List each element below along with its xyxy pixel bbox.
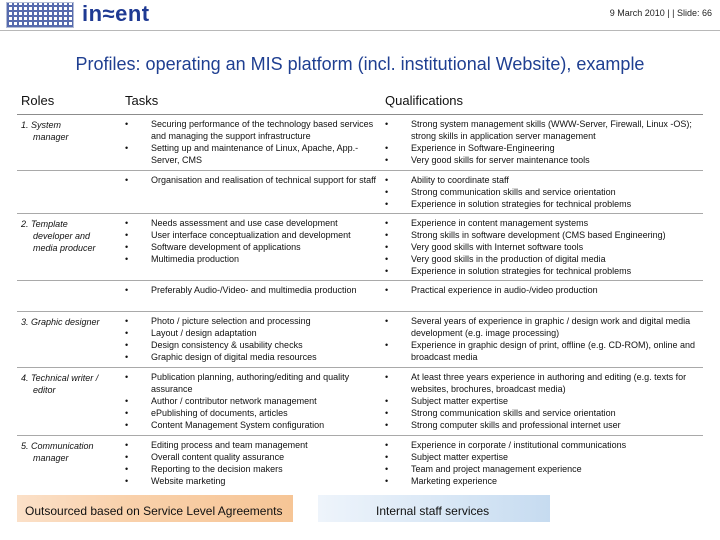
list-item: • Preferably Audio-/Video- and multimedia production xyxy=(125,285,357,295)
list-item: • Subject matter expertise xyxy=(385,396,509,406)
table-row xyxy=(17,368,703,436)
list-item: • Reporting to the decision makers xyxy=(125,464,283,474)
role-cell xyxy=(21,119,113,143)
list-item: • Website marketing xyxy=(125,476,226,486)
list-item: • Content Management System configuration xyxy=(125,420,325,430)
header-qualifications: Qualifications xyxy=(385,93,464,108)
qualifications-cell xyxy=(385,118,701,166)
list-item: • Experience in graphic design of print, offline (e.g. CD-ROM), online and broadcast media xyxy=(385,340,695,362)
qualifications-cell xyxy=(385,439,701,487)
list-item: • Very good skills for server maintenance tools xyxy=(385,155,590,165)
table-row xyxy=(17,312,703,368)
tasks-cell xyxy=(125,371,381,431)
invent-logo xyxy=(6,2,150,28)
list-item: • Securing performance of the technology based services and managing the support infrastructure xyxy=(125,119,374,141)
role-cell xyxy=(21,440,113,464)
list-item: • Strong communication skills and service orientation xyxy=(385,408,616,418)
tasks-cell xyxy=(125,315,381,363)
internal-staff-label-box xyxy=(318,495,550,522)
list-item: • Multimedia production xyxy=(125,254,240,264)
qualifications-cell xyxy=(385,284,701,296)
list-item: • Experience in corporate / institutional communications xyxy=(385,440,627,450)
list-item: • Strong skills in software development (CMS based Engineering) xyxy=(385,230,666,240)
list-item: • At least three years experience in authoring and editing (e.g. texts for websites, brochures, broadcast media) xyxy=(385,372,687,394)
list-item: • Strong communication skills and service orientation xyxy=(385,187,616,197)
list-item: • Very good skills with Internet software tools xyxy=(385,242,584,252)
table-row xyxy=(17,171,703,214)
header-divider xyxy=(0,30,720,31)
list-item: • Strong computer skills and professional internet user xyxy=(385,420,621,430)
list-item: • Experience in solution strategies for technical problems xyxy=(385,199,632,209)
list-item: • Very good skills in the production of digital media xyxy=(385,254,606,264)
profiles-table xyxy=(17,89,703,490)
list-item: • Subject matter expertise xyxy=(385,452,509,462)
role-line: 5. Communication xyxy=(21,441,94,451)
role-line: editor xyxy=(33,385,56,395)
role-line: 2. Template xyxy=(21,219,68,229)
tasks-cell xyxy=(125,439,381,487)
list-item: • Layout / design adaptation xyxy=(125,328,257,338)
header-tasks: Tasks xyxy=(125,93,159,108)
table-row xyxy=(17,281,703,312)
list-item: • Experience in content management systems xyxy=(385,218,589,228)
table-header-row xyxy=(17,89,703,115)
list-item: • Author / contributor network management xyxy=(125,396,317,406)
list-item: • Experience in solution strategies for technical problems xyxy=(385,266,632,276)
role-line: media producer xyxy=(33,243,96,253)
qualifications-cell xyxy=(385,217,701,277)
logo-text: in≈ent xyxy=(82,1,150,26)
list-item: • Team and project management experience xyxy=(385,464,582,474)
table-row xyxy=(17,115,703,171)
list-item: • Photo / picture selection and processing xyxy=(125,316,311,326)
list-item: • Needs assessment and use case development xyxy=(125,218,338,228)
list-item: • Design consistency & usability checks xyxy=(125,340,303,350)
list-item: • ePublishing of documents, articles xyxy=(125,408,288,418)
tasks-cell xyxy=(125,217,381,265)
slide-date-number: 9 March 2010 | | Slide: 66 xyxy=(609,8,712,18)
list-item: • Graphic design of digital media resources xyxy=(125,352,317,362)
list-item: • Organisation and realisation of technical support for staff xyxy=(125,175,376,185)
list-item: • Publication planning, authoring/editing and quality assurance xyxy=(125,372,350,394)
outsourced-label-box xyxy=(17,495,293,522)
list-item: • Ability to coordinate staff xyxy=(385,175,509,185)
list-item: • Setting up and maintenance of Linux, Apache, App.-Server, CMS xyxy=(125,143,359,165)
role-line: developer and xyxy=(33,231,91,241)
qualifications-cell xyxy=(385,174,701,210)
table-row xyxy=(17,436,703,490)
list-item: • Practical experience in audio-/video production xyxy=(385,285,598,295)
page-title: Profiles: operating an MIS platform (incl. institutional Website), example xyxy=(75,54,645,74)
role-cell xyxy=(21,218,113,254)
header-roles: Roles xyxy=(21,93,55,108)
role-line: 1. System xyxy=(21,120,62,130)
list-item: • Software development of applications xyxy=(125,242,301,252)
list-item: • Experience in Software-Engineering xyxy=(385,143,555,153)
list-item: • User interface conceptualization and development xyxy=(125,230,351,240)
internal-staff-label: Internal staff services xyxy=(376,504,490,518)
qualifications-cell xyxy=(385,315,701,363)
tasks-cell xyxy=(125,118,381,166)
role-line: 4. Technical writer / xyxy=(21,373,99,383)
role-line: manager xyxy=(33,132,69,142)
list-item: • Several years of experience in graphic / design work and digital media development (e.g. image processing) xyxy=(385,316,691,338)
outsourced-label: Outsourced based on Service Level Agreements xyxy=(25,504,283,518)
table-row xyxy=(17,214,703,281)
tasks-cell xyxy=(125,174,381,186)
role-cell xyxy=(21,316,113,328)
list-item: • Strong system management skills (WWW-Server, Firewall, Linux -OS); strong skills in application server management xyxy=(385,119,692,141)
logo-grid-mark xyxy=(6,2,74,28)
list-item: • Marketing experience xyxy=(385,476,498,486)
list-item: • Overall content quality assurance xyxy=(125,452,285,462)
list-item: • Editing process and team management xyxy=(125,440,308,450)
role-line: 3. Graphic designer xyxy=(21,317,100,327)
role-line: manager xyxy=(33,453,69,463)
qualifications-cell xyxy=(385,371,701,431)
role-cell xyxy=(21,372,113,396)
tasks-cell xyxy=(125,284,381,296)
